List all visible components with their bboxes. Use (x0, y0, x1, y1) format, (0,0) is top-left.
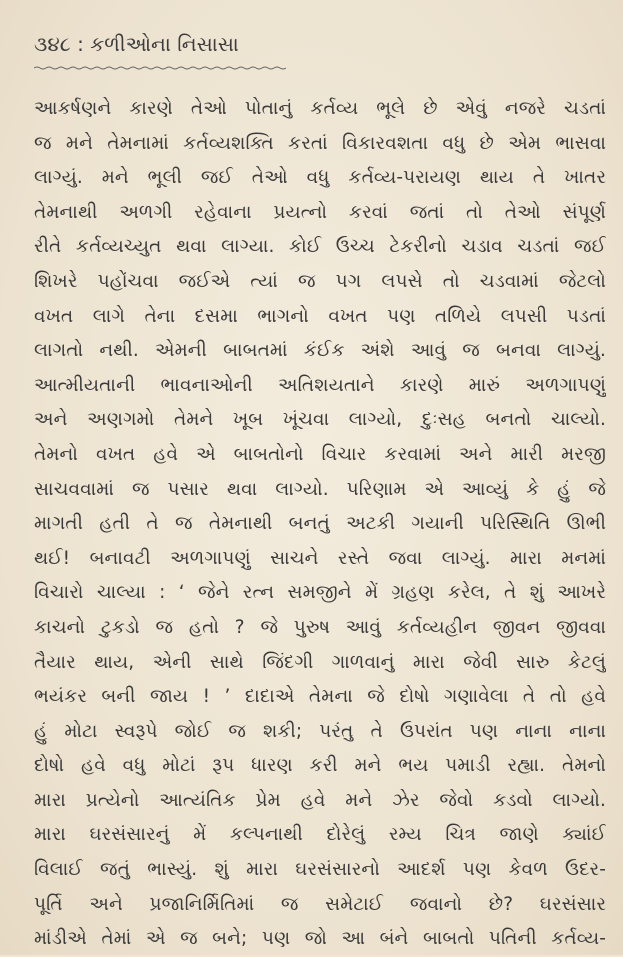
text-line: હું મોટા સ્વરૂપે જોઈ જ શકી; પરંતુ તે ઉપરાંત પણ નાના નાના (34, 720, 606, 742)
text-line: માગતી હતી તે જ તેમનાથી બનતું અટકી ગયાની પરિસ્થિતિ ઊભી (34, 513, 606, 535)
text-line: મારા પ્રત્યેનો આત્યંતિક પ્રેમ હવે મને ઝેર જેવો કડવો લાગ્યો. (34, 789, 606, 811)
text-line: તેમનાથી અળગી રહેવાના પ્રયત્નો કરવાં જતાં તો તેઓ સંપૂર્ણ (34, 201, 606, 223)
text-line: પૂર્તિ અને પ્રજાનિર્મિતિમાં જ સમેટાઈ જવાનો છે? ઘરસંસાર (34, 893, 606, 915)
text-line: વિચારો ચાલ્યા : ‘ જેને રત્ન સમજીને મેં ગ્રહણ કરેલ, તે શું આખરે (34, 582, 606, 604)
body-text (34, 92, 606, 957)
text-line: વિલાઈ જતું ભાસ્યું. શું મારા ઘરસંસારનો આદર્શ પણ કેવળ ઉદર- (34, 859, 606, 881)
text-line: વખત લાગે તેના દસમા ભાગનો વખત પણ તળિયે લપસી પડતાં (34, 305, 606, 327)
text-line: ભયંકર બની જાય ! ’ દાદાએ તેમના જે દોષો ગણાવેલા તે તો હવે (34, 686, 606, 708)
text-line: થઈ! બનાવટી અળગાપણું સાચને રસ્તે જવા લાગ્યું. મારા મનમાં (34, 547, 606, 569)
text-line: રીતે કર્તવ્યચ્યુત થવા લાગ્યા. કોઈ ઉચ્ચ ટેકરીનો ચડાવ ચડતાં જઈ (34, 236, 606, 258)
text-line: તૈયાર થાય, એની સાથે જિંદગી ગાળવાનું મારા જેવી સારુ કેટલું (34, 651, 606, 673)
text-line: સાચવવામાં જ પસાર થવા લાગ્યો. પરિણામ એ આવ્યું કે હું જે (34, 478, 606, 500)
text-line: કાચનો ટુકડો જ હતો ? જે પુરુષ આવું કર્તવ્યહીન જીવન જીવવા (34, 616, 606, 638)
text-line: આકર્ષણને કારણે તેઓ પોતાનું કર્તવ્ય ભૂલે છે એવું નજરે ચડતાં (34, 98, 606, 119)
text-line: મારા ઘરસંસારનું મેં કલ્પનાથી દોરેલું રમ્ય ચિત્ર જાણે ક્યાંઈ (34, 824, 606, 846)
header-wavy-rule (34, 66, 286, 70)
text-line: લાગ્યું. મને ભૂલી જઈ તેઓ વધુ કર્તવ્ય-પરાયણ થાય તે ખાતર (34, 167, 606, 189)
text-line: અને અણગમો તેમને ખૂબ ખૂંચવા લાગ્યો, દુઃસહ બનતો ચાલ્યો. (34, 409, 606, 431)
text-line: દોષો હવે વધુ મોટાં રૂપ ધારણ કરી મને ભય પમાડી રહ્યા. તેમનો (34, 755, 606, 777)
text-line: જ મને તેમનામાં કર્તવ્યશક્તિ કરતાં વિકારવશતા વધુ છે એમ ભાસવા (34, 132, 606, 154)
text-line: આત્મીયતાની ભાવનાઓની અતિશયતાને કારણે મારું અળગાપણું (34, 374, 606, 396)
text-line: લાગતો નથી. એમની બાબતમાં કંઈક અંશે આવું જ બનવા લાગ્યું. (34, 340, 606, 362)
text-line: શિખરે પહોંચવા જઈએ ત્યાં જ પગ લપસે તો ચડવામાં જેટલો (34, 270, 606, 292)
running-head: ૩૪૮ : કળીઓના નિસાસા (34, 32, 239, 56)
text-line: તેમનો વખત હવે એ બાબતોનો વિચાર કરવામાં અને મારી મરજી (34, 443, 606, 465)
text-line: માંડીએ તેમાં એ જ બને; પણ જો આ બંને બાબતો પતિની કર્તવ્ય- (34, 928, 606, 950)
